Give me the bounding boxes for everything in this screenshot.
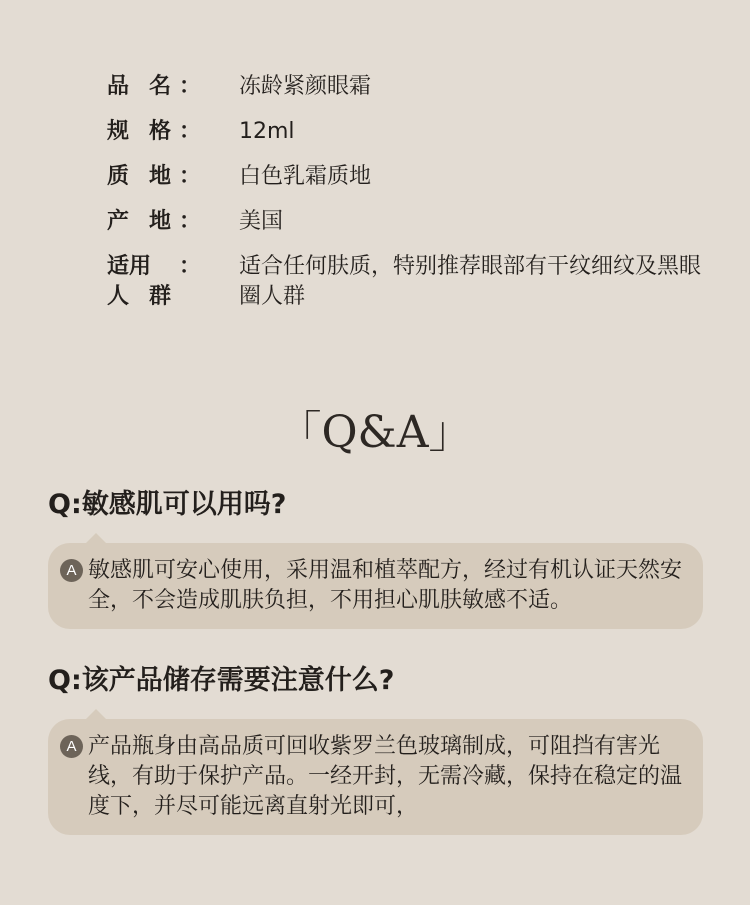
product-specs xyxy=(107,72,707,327)
answer-2-box xyxy=(48,719,703,835)
spec-row-texture xyxy=(107,162,707,192)
spec-colon: ： xyxy=(179,74,202,99)
spec-value: 适合任何肤质，特别推荐眼部有干纹细纹及黑眼圈人群 xyxy=(239,254,702,309)
question-1: Q:敏感肌可以用吗? xyxy=(48,489,287,520)
spec-row-suitable xyxy=(107,252,707,312)
spec-label: 产 地 xyxy=(107,209,171,234)
spec-label: 质 地 xyxy=(107,164,171,189)
spec-value: 12ml xyxy=(239,119,295,144)
answer-1-text: 敏感肌可安心使用，采用温和植萃配方，经过有机认证天然安全，不会造成肌肤负担，不用担心肌肤敏感不适。 xyxy=(88,558,683,613)
spec-row-origin xyxy=(107,207,707,237)
spec-value: 美国 xyxy=(239,209,284,234)
answer-1-box xyxy=(48,543,703,629)
question-2: Q:该产品储存需要注意什么? xyxy=(48,665,395,696)
spec-label: 规 格 xyxy=(107,119,171,144)
spec-value: 白色乳霜质地 xyxy=(239,164,372,189)
spec-colon: ： xyxy=(179,254,202,279)
spec-value: 冻龄紧颜眼霜 xyxy=(239,74,372,99)
spec-colon: ： xyxy=(179,119,202,144)
spec-colon: ： xyxy=(179,209,202,234)
qa-heading: 「Q&A」 xyxy=(277,407,473,458)
answer-badge-icon: A xyxy=(60,559,83,582)
spec-label: 适用人群 xyxy=(107,254,171,309)
speech-pointer xyxy=(86,533,106,543)
answer-2-text: 产品瓶身由高品质可回收紫罗兰色玻璃制成，可阻挡有害光线，有助于保护产品。一经开封，无需冷藏，保持在稳定的温度下，并尽可能远离直射光即可， xyxy=(88,734,683,819)
spec-row-name xyxy=(107,72,707,102)
spec-colon: ： xyxy=(179,164,202,189)
speech-pointer xyxy=(86,709,106,719)
spec-row-size xyxy=(107,117,707,147)
answer-badge-icon: A xyxy=(60,735,83,758)
spec-label: 品 名 xyxy=(107,74,171,99)
